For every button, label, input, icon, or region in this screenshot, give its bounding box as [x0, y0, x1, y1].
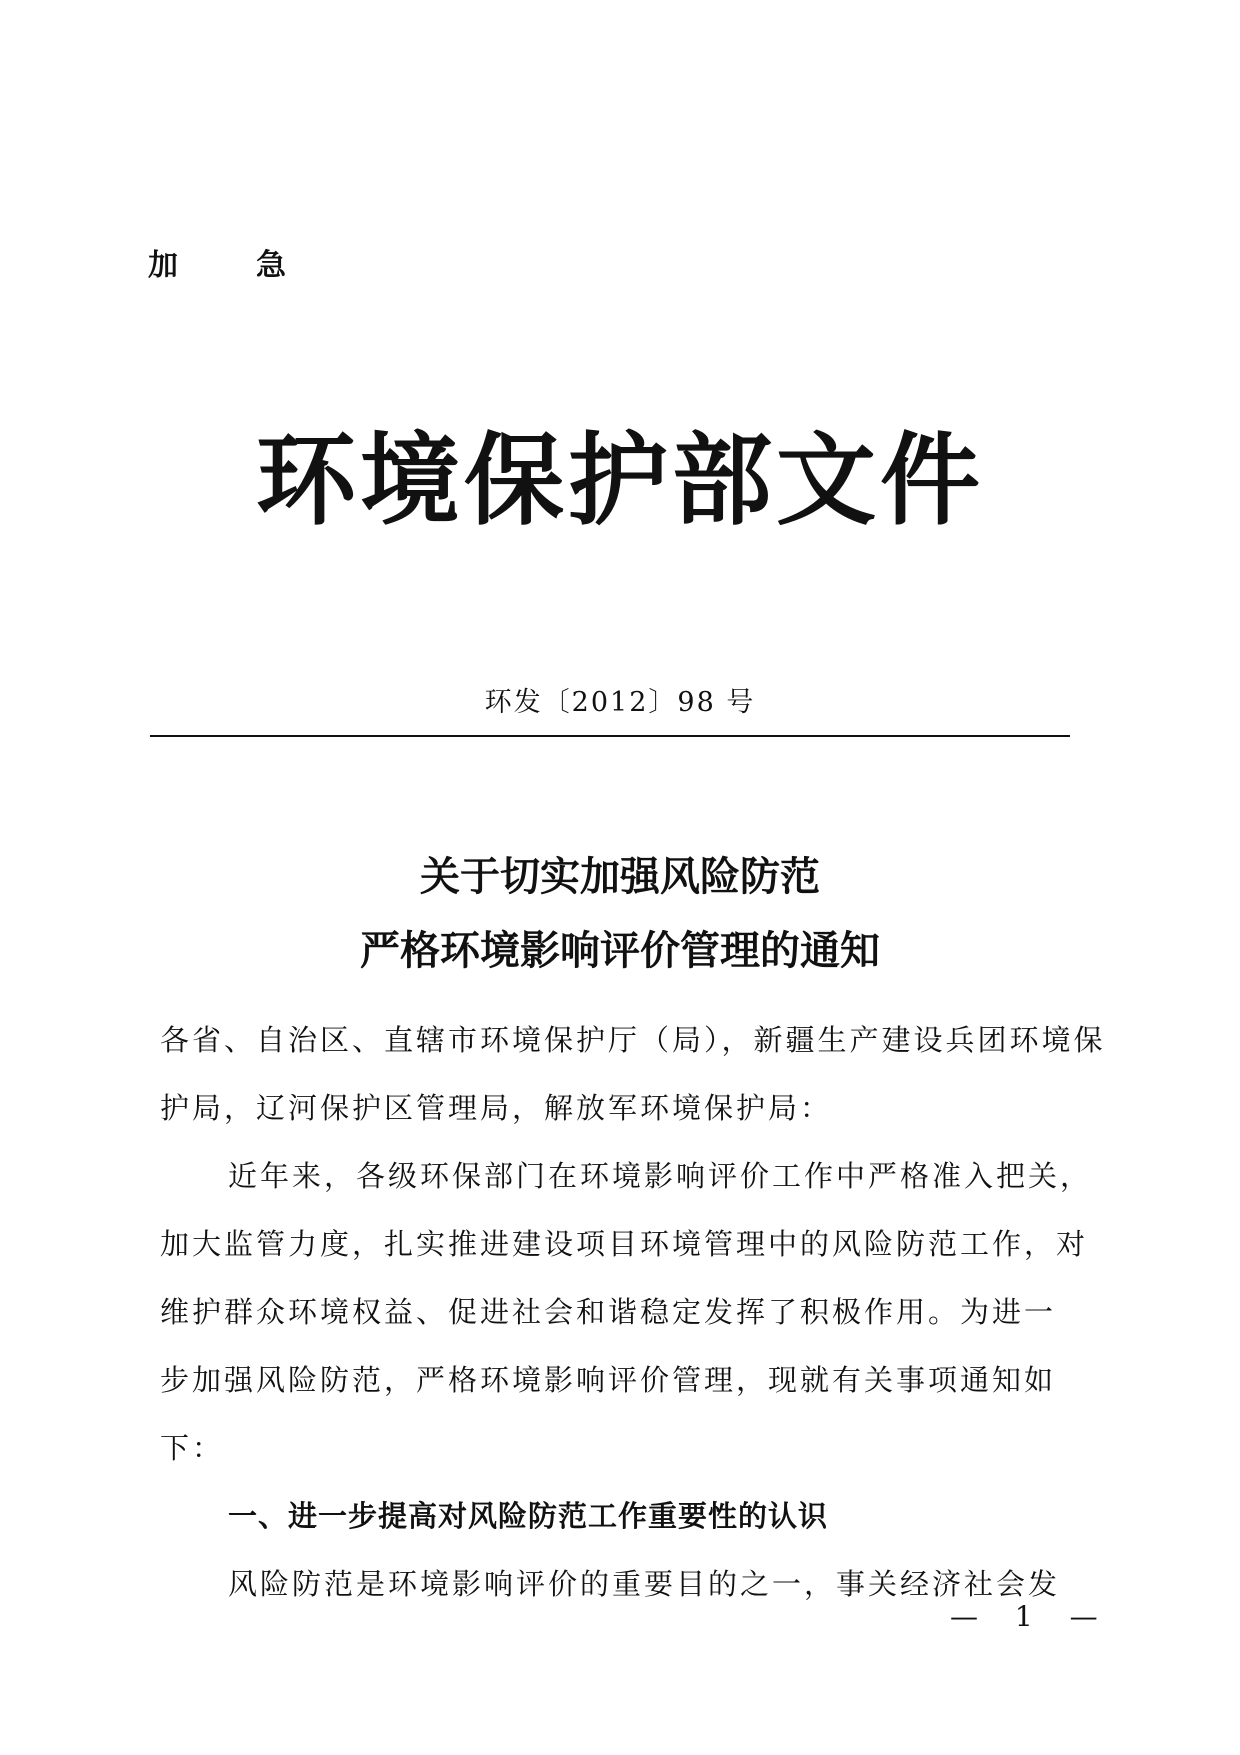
document-title [0, 840, 1240, 988]
document-body [160, 1006, 1106, 1618]
document-masthead: 环境保护部文件 [256, 421, 984, 539]
urgency-marker: 加 急 [148, 248, 310, 283]
salutation-line-1: 各省、自治区、直辖市环境保护厅（局），新疆生产建设兵团环境保 [160, 1023, 1106, 1057]
paragraph-2-line-1: 风险防范是环境影响评价的重要目的之一，事关经济社会发 [228, 1567, 1061, 1601]
paragraph-1-line-2: 加大监管力度，扎实推进建设项目环境管理中的风险防范工作，对 [160, 1227, 1089, 1261]
paragraph-1-line-4: 步加强风险防范，严格环境影响评价管理，现就有关事项通知如 [160, 1363, 1057, 1397]
paragraph-1-line-5: 下： [160, 1431, 225, 1465]
document-number: 环发〔2012〕98 号 [484, 687, 756, 718]
header-divider [150, 735, 1070, 737]
title-line-1: 关于切实加强风险防范 [420, 853, 820, 900]
paragraph-1-line-3: 维护群众环境权益、促进社会和谐稳定发挥了积极作用。为进一 [160, 1295, 1057, 1329]
salutation-line-2: 护局，辽河保护区管理局，解放军环境保护局： [160, 1091, 833, 1125]
title-line-2: 严格环境影响评价管理的通知 [360, 927, 880, 974]
section-heading-1: 一、进一步提高对风险防范工作重要性的认识 [228, 1499, 829, 1533]
paragraph-1-line-1: 近年来，各级环保部门在环境影响评价工作中严格准入把关， [228, 1159, 1093, 1193]
page-number: — 1 — [950, 1600, 1112, 1633]
